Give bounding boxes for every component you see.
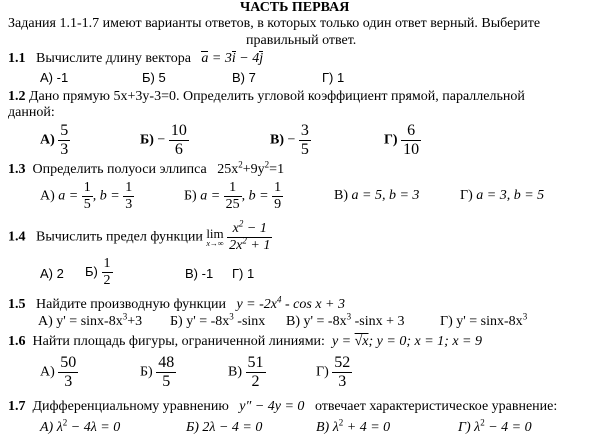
answer-1-7-c[interactable] bbox=[316, 417, 391, 435]
fraction bbox=[246, 355, 266, 390]
answer-label: А) bbox=[40, 188, 55, 204]
numerator: 50 bbox=[60, 354, 77, 371]
answer-text: Г) y' = sinx-8x bbox=[440, 314, 523, 329]
answer-1-6-c[interactable] bbox=[228, 355, 266, 390]
question-1-2 bbox=[8, 90, 525, 104]
denominator bbox=[227, 237, 272, 253]
question-text-cont: данной: bbox=[8, 105, 55, 120]
answer-text: Г) λ bbox=[458, 420, 481, 435]
fraction bbox=[401, 123, 421, 158]
denominator: 10 bbox=[403, 141, 420, 158]
answer-text: , b = bbox=[241, 188, 269, 204]
exponent: 3 bbox=[346, 311, 352, 322]
question-number: 1.4 bbox=[8, 229, 26, 245]
answer-label: Б) bbox=[184, 188, 197, 204]
question-number: 1.3 bbox=[8, 162, 26, 177]
numerator bbox=[227, 218, 272, 237]
fraction bbox=[299, 123, 311, 158]
answer-1-2-d[interactable] bbox=[384, 123, 421, 158]
den-rest: + 1 bbox=[246, 238, 271, 253]
exponent: 2 bbox=[264, 159, 270, 170]
formula-part: y = -2x bbox=[236, 297, 278, 312]
question-text: Найдите производную функции bbox=[36, 297, 226, 312]
answer-1-4-a[interactable]: А) 2 bbox=[40, 266, 64, 281]
intro-line-2: правильный ответ. bbox=[246, 33, 357, 48]
page-title: ЧАСТЬ ПЕРВАЯ bbox=[240, 0, 350, 15]
question-number: 1.2 bbox=[8, 89, 26, 104]
answer-1-6-d[interactable] bbox=[316, 355, 352, 390]
ellipse-equation bbox=[217, 159, 285, 177]
exponent: 2 bbox=[480, 417, 485, 428]
answer-label: Г) bbox=[460, 188, 473, 203]
answer-1-7-a[interactable] bbox=[40, 417, 121, 435]
eq-part: 25х bbox=[217, 162, 239, 177]
question-1-3 bbox=[8, 159, 285, 177]
answer-1-2-b[interactable] bbox=[140, 123, 189, 158]
answer-label: А) bbox=[40, 132, 55, 148]
answer-1-5-d[interactable] bbox=[440, 311, 528, 329]
vector-a: a bbox=[201, 51, 209, 66]
function-formula bbox=[236, 294, 346, 312]
lim-subscript: x→∞ bbox=[206, 239, 224, 248]
numerator: 51 bbox=[247, 354, 264, 371]
vector-formula bbox=[201, 51, 263, 66]
answer-1-4-b[interactable] bbox=[85, 257, 113, 288]
answer-1-2-a[interactable] bbox=[40, 123, 70, 158]
answer-text: В) λ bbox=[316, 420, 339, 435]
numerator: 1 bbox=[83, 180, 91, 195]
answer-1-6-b[interactable] bbox=[140, 355, 176, 390]
exponent: 2 bbox=[238, 159, 243, 170]
denominator: 2 bbox=[246, 372, 266, 390]
formula-part: ; y = 0; x = 1; x = 9 bbox=[368, 334, 482, 349]
numerator: 10 bbox=[170, 122, 187, 139]
numerator: 1 bbox=[229, 180, 237, 195]
answer-text: А) λ bbox=[40, 420, 63, 435]
exponent: 2 bbox=[242, 235, 247, 246]
exponent: 3 bbox=[229, 311, 234, 322]
denominator: 2 bbox=[103, 273, 111, 288]
denominator: 25 bbox=[225, 197, 240, 212]
answer-text: − 4λ = 0 bbox=[67, 420, 121, 435]
fraction bbox=[169, 123, 189, 158]
answer-label: Г) bbox=[316, 364, 329, 380]
fraction bbox=[224, 181, 242, 212]
question-1-7 bbox=[8, 400, 557, 414]
answer-text: Б) 2λ − 4 = 0 bbox=[186, 420, 263, 435]
den-base: 2x bbox=[229, 238, 243, 253]
answer-1-1-a[interactable]: А) -1 bbox=[40, 70, 69, 85]
exponent: 3 bbox=[522, 311, 528, 322]
fraction bbox=[82, 181, 93, 212]
eq-part: +9у bbox=[242, 162, 265, 177]
fraction bbox=[332, 355, 352, 390]
question-text: Определить полуоси эллипса bbox=[32, 162, 207, 177]
answer-text: a = bbox=[200, 188, 221, 204]
fraction bbox=[272, 181, 283, 212]
answer-1-3-b[interactable] bbox=[184, 181, 283, 212]
minus-sign: − bbox=[287, 132, 296, 148]
answer-1-1-b[interactable]: Б) 5 bbox=[142, 70, 166, 85]
answer-1-6-a[interactable] bbox=[40, 355, 78, 390]
question-1-6 bbox=[8, 335, 482, 349]
question-number: 1.7 bbox=[8, 399, 26, 414]
fraction bbox=[156, 355, 176, 390]
answer-1-7-b[interactable] bbox=[186, 421, 262, 435]
question-number: 1.1 bbox=[8, 51, 26, 66]
exponent: 2 bbox=[62, 417, 68, 428]
answer-label: Б) bbox=[85, 263, 98, 279]
limit-fraction bbox=[227, 218, 272, 253]
answer-1-1-c[interactable]: В) 7 bbox=[232, 70, 256, 85]
answer-1-5-b[interactable] bbox=[170, 311, 266, 329]
formula-part: = 3 bbox=[208, 51, 232, 66]
answer-text: А) y' = sinx-8x bbox=[38, 314, 123, 329]
answer-text: − 4 = 0 bbox=[484, 420, 532, 435]
lim-word: lim bbox=[206, 226, 224, 241]
question-1-1 bbox=[8, 52, 263, 66]
answer-label: А) bbox=[40, 364, 55, 380]
denominator: 3 bbox=[332, 372, 352, 390]
answer-text: a = bbox=[58, 188, 79, 204]
answer-label: Б) bbox=[140, 132, 154, 148]
question-text: Дано прямую 5х+3у-3=0. Определить угловой коэффициент прямой, параллельной bbox=[29, 89, 525, 104]
answer-text: , b = bbox=[92, 188, 120, 204]
answer-label: В) bbox=[270, 132, 284, 148]
answer-label: В) bbox=[334, 188, 348, 203]
numerator: 1 bbox=[274, 180, 282, 195]
question-text-post: отвечает характеристическое уравнение: bbox=[314, 399, 558, 414]
exponent: 3 bbox=[122, 311, 128, 322]
answer-1-4-d[interactable]: Г) 1 bbox=[232, 266, 255, 281]
question-text: Вычислить предел функции bbox=[36, 229, 203, 245]
numerator: 6 bbox=[407, 122, 416, 139]
formula-part: y = bbox=[331, 334, 355, 349]
question-1-4 bbox=[8, 218, 272, 253]
numerator: 5 bbox=[60, 122, 69, 139]
answer-1-3-a[interactable] bbox=[40, 181, 134, 212]
denominator: 9 bbox=[274, 197, 282, 212]
vector-i: i bbox=[231, 51, 236, 66]
fraction bbox=[58, 123, 70, 158]
exponent: 4 bbox=[277, 294, 282, 305]
answer-text: В) y' = -8x bbox=[286, 314, 347, 329]
question-text: Дифференциальному уравнению bbox=[32, 399, 229, 414]
diff-equation: y″ − 4y = 0 bbox=[239, 399, 305, 414]
answer-label: Г) bbox=[384, 132, 398, 148]
sqrt-term: √x bbox=[354, 334, 369, 349]
numerator: 3 bbox=[300, 122, 309, 139]
denominator: 5 bbox=[156, 372, 176, 390]
answer-text: a = 3, b = 5 bbox=[476, 188, 545, 203]
vector-j: j bbox=[259, 51, 264, 66]
denominator: 3 bbox=[125, 197, 133, 212]
answer-text: -sinx + 3 bbox=[351, 314, 405, 329]
limit-operator bbox=[206, 227, 223, 248]
eq-part: =1 bbox=[269, 162, 285, 177]
num-rest: − 1 bbox=[243, 221, 267, 236]
denominator: 3 bbox=[58, 372, 78, 390]
formula-part: − 4 bbox=[235, 51, 260, 66]
numerator: 1 bbox=[125, 180, 133, 195]
answer-label: Б) bbox=[140, 364, 153, 380]
area-formula bbox=[332, 334, 482, 349]
question-text: Найти площадь фигуры, ограниченной линиями: bbox=[32, 334, 325, 349]
answer-text: a = 5, b = 3 bbox=[351, 188, 420, 203]
fraction bbox=[58, 355, 78, 390]
answer-1-3-d[interactable] bbox=[460, 189, 544, 203]
denominator: 5 bbox=[300, 141, 309, 158]
exponent: 2 bbox=[338, 417, 344, 428]
numerator: 52 bbox=[334, 354, 351, 371]
answer-label: В) bbox=[228, 364, 242, 380]
answer-1-3-c[interactable] bbox=[334, 189, 419, 203]
intro-line-1: Задания 1.1-1.7 имеют варианты ответов, в которых только один ответ верный. Выберите bbox=[8, 16, 541, 31]
answer-1-1-d[interactable]: Г) 1 bbox=[322, 70, 345, 85]
answer-text: -sinx bbox=[233, 314, 266, 329]
answer-1-5-c[interactable] bbox=[286, 311, 405, 329]
denominator: 5 bbox=[83, 197, 91, 212]
question-1-5 bbox=[8, 294, 346, 312]
denominator: 6 bbox=[169, 140, 189, 158]
formula-part: - cos x + 3 bbox=[281, 297, 346, 312]
question-number: 1.6 bbox=[8, 334, 26, 349]
answer-1-5-a[interactable] bbox=[38, 311, 143, 329]
question-number: 1.5 bbox=[8, 297, 26, 312]
num-base: x bbox=[232, 221, 239, 236]
answer-1-7-d[interactable] bbox=[458, 417, 532, 435]
denominator: 3 bbox=[60, 141, 69, 158]
answer-1-2-c[interactable] bbox=[270, 123, 311, 158]
fraction bbox=[102, 257, 113, 288]
answer-text: +3 bbox=[127, 314, 143, 329]
minus-sign: − bbox=[157, 132, 166, 148]
fraction bbox=[123, 181, 134, 212]
answer-text: + 4 = 0 bbox=[343, 420, 391, 435]
exponent: 2 bbox=[238, 218, 244, 229]
question-text: Вычислите длину вектора bbox=[36, 51, 191, 66]
answer-text: Б) y' = -8x bbox=[170, 314, 230, 329]
answer-1-4-c[interactable]: В) -1 bbox=[185, 266, 214, 281]
numerator: 1 bbox=[103, 256, 111, 271]
numerator: 48 bbox=[158, 354, 175, 371]
